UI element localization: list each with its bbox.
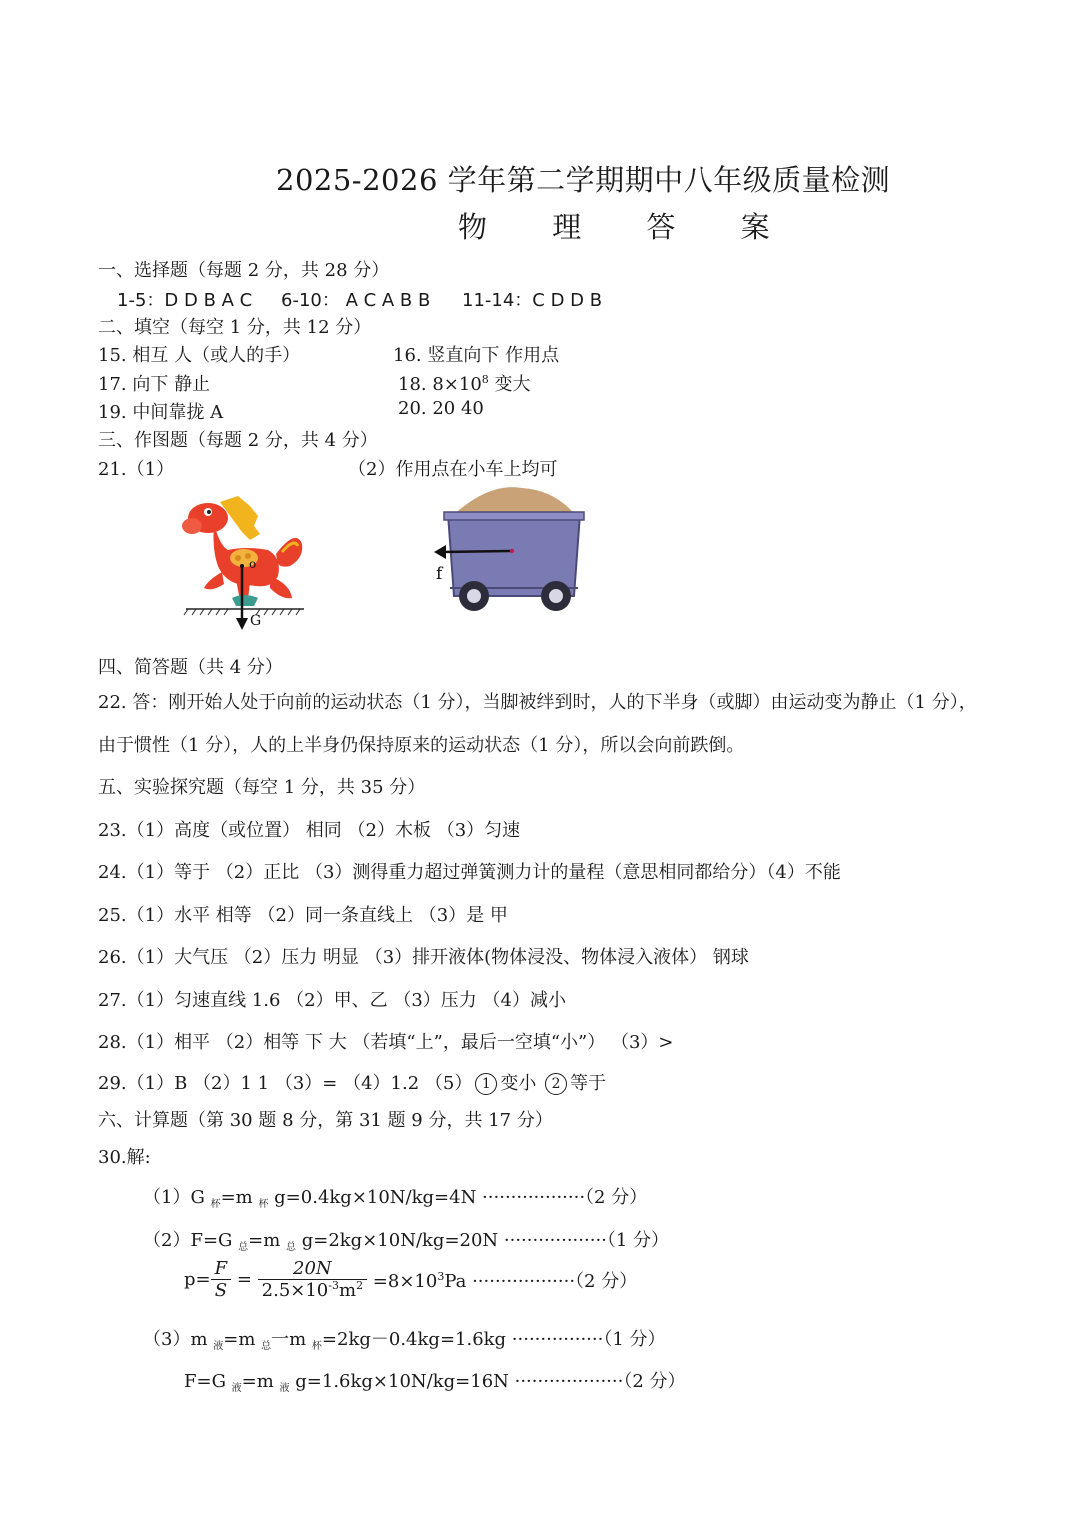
calc-line-3-pressure: p= $\frac{F}{S}$ = $\frac{20N}{2.5\times 10^{-3}m^2}$ $=8\times 10^3Pa \cdot\cdot\cdot\cdot\cdot\cdot\cdot\cdot\cdot\cdot\cdot\cdot\cdot\cdot\cdot\cdot\cdot\cdot(2$ 分）: [184, 1258, 638, 1301]
answer-16: 16. 竖直向下 作用点: [393, 345, 560, 366]
answer-23: 23.（1）高度（或位置） 相同 （2）木板 （3）匀速: [98, 820, 521, 841]
answer-19: 19. 中间靠拢 A: [98, 402, 224, 423]
calc-line-2: （2）F=G $_总$=m $_总$ g=2kg×10N/kg=20N ··················（1 分）: [143, 1230, 670, 1253]
section-heading-drawing: 三、作图题（每题 2 分，共 4 分）: [98, 430, 378, 451]
page-title: 2025-2026 学年第二学期期中八年级质量检测: [276, 163, 891, 197]
calc-line-1: （1）G $_杯$=m $_杯$ g=0.4kg×10N/kg=4N ··················（2 分）: [143, 1187, 648, 1210]
section-heading-fill: 二、填空（每空 1 分，共 12 分）: [98, 317, 372, 338]
answer-29: 29.（1）B （2）1 1 （3）= （4）1.2 （5） 1 变小 2 等于: [98, 1073, 607, 1094]
circled-number-1: 1: [475, 1073, 497, 1095]
section-heading-experiment: 五、实验探究题（每空 1 分，共 35 分）: [98, 777, 426, 798]
point-o-label: o: [249, 557, 257, 571]
page-subtitle: 物 理 答 案: [458, 210, 798, 244]
answer-22-line2: 由于惯性（1 分），人的上半身仍保持原来的运动状态（1 分），所以会向前跌倒。: [98, 735, 745, 756]
friction-label: f: [436, 564, 443, 584]
horse-gravity-figure: [178, 488, 313, 633]
answer-27: 27.（1）匀速直线 1.6 （2）甲、乙 （3）压力 （4）减小: [98, 990, 566, 1011]
answer-20: 20. 20 40: [398, 398, 484, 419]
answer-21-part1: 21.（1）: [98, 459, 175, 480]
answer-21-part2: （2）作用点在小车上均可: [348, 459, 558, 480]
section-heading-choice: 一、选择题（每题 2 分，共 28 分）: [98, 260, 390, 281]
gravity-label: G: [250, 613, 262, 629]
choice-answers-1-5: 1-5：D D B A C: [117, 290, 253, 311]
answer-30-label: 30.解:: [98, 1147, 151, 1168]
answer-18: 18. $8\times 10^8$ 变大: [398, 373, 531, 395]
choice-answers-11-14: 11-14：C D D B: [462, 290, 603, 311]
choice-answers-6-10: 6-10： A C A B B: [281, 290, 431, 311]
answer-26: 26.（1）大气压 （2）压力 明显 （3）排开液体(物体浸没、物体浸入液体） 钢球: [98, 947, 749, 968]
answer-15: 15. 相互 人（或人的手）: [98, 345, 301, 366]
section-heading-short-answer: 四、简答题（共 4 分）: [98, 657, 283, 678]
answer-24: 24.（1）等于 （2）正比 （3）测得重力超过弹簧测力计的量程（意思相同都给分）（4）不能: [98, 862, 841, 883]
calc-line-4: （3）m $_液$=m $_总$一m $_杯$=2kg－0.4kg=1.6kg ················（1 分）: [143, 1329, 666, 1352]
answer-25: 25.（1）水平 相等 （2）同一条直线上 （3）是 甲: [98, 905, 508, 926]
answer-28: 28.（1）相平 （2）相等 下 大 （若填“上”，最后一空填“小”） （3）>: [98, 1032, 674, 1053]
circled-number-2: 2: [545, 1073, 567, 1095]
calc-line-5: F=G $_液$=m $_液$ g=1.6kg×10N/kg=16N ···················（2 分）: [184, 1371, 686, 1394]
answer-17: 17. 向下 静止: [98, 374, 211, 395]
section-heading-calculation: 六、计算题（第 30 题 8 分，第 31 题 9 分，共 17 分）: [98, 1110, 553, 1131]
answer-22-line1: 22. 答：刚开始人处于向前的运动状态（1 分），当脚被绊到时，人的下半身（或脚）由运动变为静止（1 分），: [98, 692, 977, 713]
cart-friction-figure: [428, 484, 600, 616]
